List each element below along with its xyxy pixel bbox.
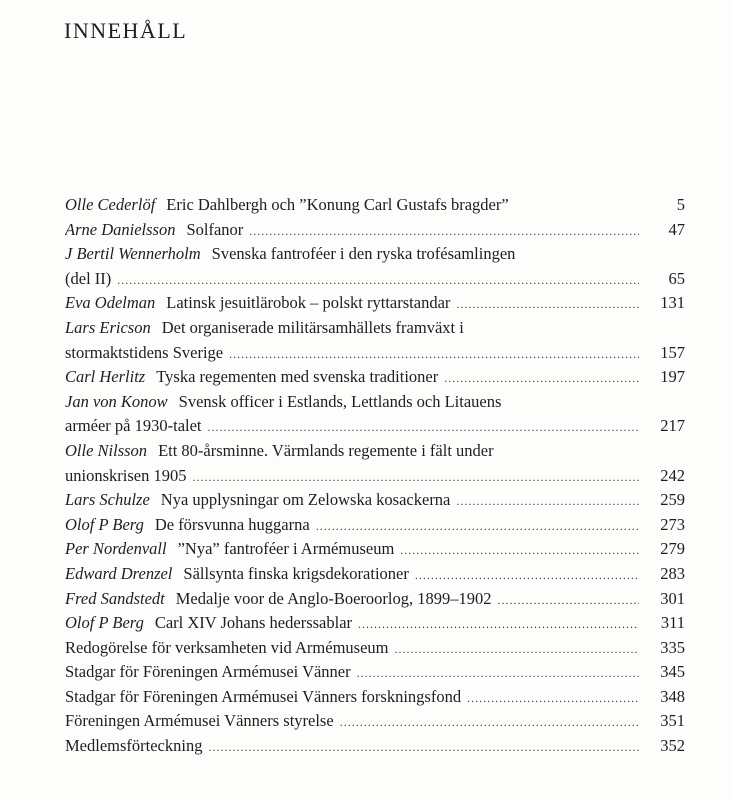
entry-page-number: 47 — [668, 219, 685, 239]
toc-entry — [65, 220, 685, 245]
entry-author: Fred Sandstedt — [65, 588, 165, 608]
entry-author: Jan von Konow — [65, 391, 168, 411]
entry-author: Olle Cederlöf — [65, 195, 156, 214]
dot-leader — [117, 273, 639, 288]
entry-title: unionskrisen 1905 — [65, 465, 187, 485]
toc-entry — [65, 515, 685, 540]
entry-page-number: 157 — [660, 342, 685, 362]
toc-entry — [65, 613, 685, 638]
dot-leader — [229, 347, 639, 362]
entry-page-number: 311 — [660, 613, 685, 633]
entry-title: Föreningen Armémusei Vänners styrelse — [65, 711, 334, 731]
dot-leader — [208, 420, 639, 435]
page-title: INNEHÅLL — [64, 18, 188, 43]
entry-author: Olof P Berg — [65, 613, 144, 633]
toc-entry — [65, 416, 685, 441]
entry-page-number: 301 — [660, 588, 685, 608]
entry-title: Nya upplysningar om Zelowska kosackerna — [160, 490, 451, 510]
toc-entry — [65, 343, 685, 368]
dot-leader — [208, 740, 639, 755]
entry-page-number: 5 — [676, 195, 685, 214]
entry-title: Carl XIV Johans hederssablar — [154, 613, 353, 633]
entry-author: Edward Drenzel — [65, 563, 173, 583]
entry-page-number: 348 — [660, 686, 685, 706]
toc-entry — [65, 687, 685, 712]
toc-entry — [65, 589, 685, 614]
toc-entry — [65, 711, 685, 736]
toc-entry — [65, 638, 685, 663]
toc-entry — [65, 539, 685, 564]
entry-page-number: 131 — [660, 293, 685, 313]
toc-entry — [65, 466, 685, 491]
entry-title: Latinsk jesuitlärobok – polskt ryttarstandar — [166, 293, 451, 313]
entry-title: Redogörelse för verksamheten vid Armémuseum — [65, 637, 389, 657]
toc-entry — [65, 392, 685, 417]
dot-leader — [498, 593, 640, 608]
entry-title: Eric Dahlbergh och ”Konung Carl Gustafs bragder” — [166, 195, 509, 214]
entry-author: J Bertil Wennerholm — [65, 244, 201, 264]
entry-title: Tyska regementen med svenska traditioner — [156, 367, 439, 387]
entry-title: Svensk officer i Estlands, Lettlands och Litauens — [178, 391, 502, 411]
entry-page-number: 273 — [660, 514, 685, 534]
entry-page-number: 197 — [660, 367, 685, 387]
dot-leader — [357, 666, 639, 681]
toc-entry — [65, 662, 685, 687]
entry-title: ”Nya” fantroféer i Armémuseum — [177, 539, 395, 559]
entry-author: Lars Schulze — [65, 490, 150, 510]
entry-author: Eva Odelman — [65, 293, 156, 313]
entry-page-number: 65 — [668, 268, 685, 288]
toc-entry — [65, 195, 685, 220]
toc-entry — [65, 318, 685, 343]
toc-entry — [65, 269, 685, 294]
entry-author: Arne Danielsson — [65, 219, 176, 239]
entry-author: Olle Nilsson — [65, 440, 148, 460]
dot-leader — [444, 371, 639, 386]
toc-entry — [65, 441, 685, 466]
entry-page-number: 217 — [660, 416, 685, 436]
dot-leader — [456, 297, 639, 312]
dot-leader — [415, 568, 639, 583]
entry-author: Olof P Berg — [65, 514, 144, 534]
dot-leader — [192, 470, 639, 485]
dot-leader — [395, 642, 640, 657]
dot-leader — [358, 617, 639, 632]
entry-title: arméer på 1930-talet — [65, 416, 202, 436]
entry-title: Ett 80-årsminne. Värmlands regemente i fält under — [158, 440, 494, 460]
entry-author: Per Nordenvall — [65, 539, 167, 559]
entry-title: Medlemsförteckning — [65, 736, 203, 756]
entry-page-number: 352 — [660, 736, 685, 756]
entry-page-number: 345 — [660, 662, 685, 682]
dot-leader — [316, 519, 639, 534]
toc-entry — [65, 490, 685, 515]
dot-leader — [400, 543, 639, 558]
entry-page-number: 283 — [660, 563, 685, 583]
toc-entry — [65, 564, 685, 589]
dot-leader — [340, 715, 639, 730]
entry-author: Carl Herlitz — [65, 367, 146, 387]
entry-page-number: 259 — [660, 490, 685, 510]
entry-title: Stadgar för Föreningen Armémusei Vänners forskningsfond — [65, 686, 462, 706]
dot-leader — [249, 224, 639, 239]
entry-page-number: 242 — [660, 465, 685, 485]
toc-entry — [65, 244, 685, 269]
toc-entry — [65, 293, 685, 318]
entry-page-number: 279 — [660, 539, 685, 559]
entry-page-number: 335 — [660, 637, 685, 657]
entry-author: Lars Ericson — [65, 317, 151, 337]
entry-title: Stadgar för Föreningen Armémusei Vänner — [65, 662, 351, 682]
toc-entry — [65, 367, 685, 392]
table-of-contents — [65, 195, 685, 761]
entry-title: Sällsynta finska krigsdekorationer — [183, 563, 409, 583]
entry-title: Solfanor — [186, 219, 244, 239]
entry-title: stormaktstidens Sverige — [65, 342, 224, 362]
entry-title: Det organiserade militärsamhällets framväxt i — [161, 317, 464, 337]
dot-leader — [467, 691, 639, 706]
entry-title: Svenska fantroféer i den ryska trofésamlingen — [211, 244, 516, 264]
entry-page-number: 351 — [660, 711, 685, 731]
entry-title: De försvunna huggarna — [154, 514, 310, 534]
entry-title: (del II) — [65, 268, 112, 288]
entry-title: Medalje voor de Anglo-Boeroorlog, 1899–1902 — [175, 588, 492, 608]
toc-entry — [65, 736, 685, 761]
dot-leader — [456, 494, 639, 509]
